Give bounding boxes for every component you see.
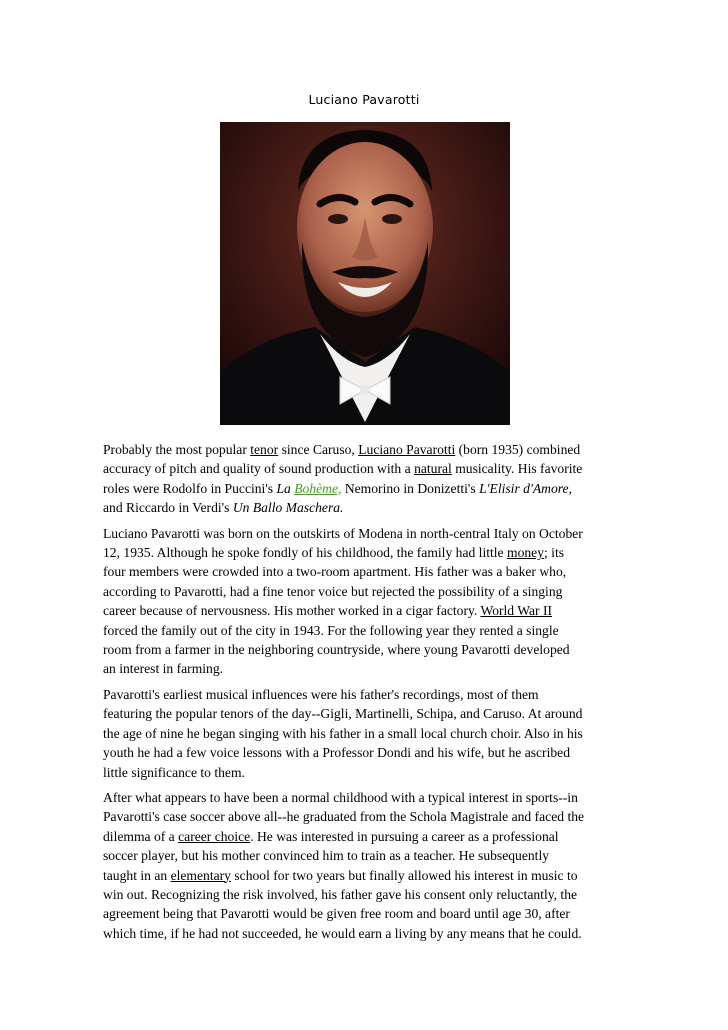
text-run: according to Pavarotti, had a fine tenor voice but rejected the possibility of a singing bbox=[103, 583, 563, 599]
text-run: four members were crowded into a two-room apartment. His father was a baker who, bbox=[103, 564, 567, 580]
inline-link[interactable]: Luciano Pavarotti bbox=[358, 442, 456, 457]
portrait-image bbox=[220, 122, 510, 425]
text-line bbox=[103, 659, 625, 678]
text-run: roles were Rodolfo in Puccini's bbox=[103, 480, 277, 496]
text-run: Luciano Pavarotti was born on the outskirts of Modena in north-central Italy on October bbox=[103, 525, 583, 541]
text-run: dilemma of a bbox=[103, 828, 179, 844]
text-line bbox=[103, 924, 625, 943]
inline-link[interactable]: elementary bbox=[170, 867, 231, 883]
paragraph bbox=[103, 788, 625, 943]
text-run: Nemorino in Donizetti's bbox=[341, 480, 480, 496]
inline-link[interactable]: natural bbox=[414, 461, 452, 477]
text-line bbox=[103, 601, 625, 620]
text-line bbox=[103, 524, 625, 543]
text-run: featuring the popular tenors of the day--Gigli, Martinelli, Schipa, and Caruso. At around bbox=[103, 706, 583, 722]
text-run: which time, if he had not succeeded, he would earn a living by any means that he could. bbox=[103, 925, 582, 941]
text-run: ; its bbox=[544, 545, 565, 561]
text-line bbox=[103, 582, 625, 601]
text-run: the age of nine he began singing with his father in a small local church choir. Also in his bbox=[103, 725, 583, 741]
text-line bbox=[103, 846, 625, 865]
text-run: school for two years but finally allowed his interest in music to bbox=[230, 867, 578, 883]
text-line bbox=[103, 621, 625, 640]
text-run: forced the family out of the city in 1943. For the following year they rented a single bbox=[103, 622, 559, 638]
text-run: taught in an bbox=[103, 867, 171, 883]
inline-link[interactable]: Bohème, bbox=[294, 480, 342, 496]
text-run: soccer player, but his mother convinced him to train as a teacher. He subsequently bbox=[103, 848, 550, 864]
text-line bbox=[103, 498, 625, 517]
text-line bbox=[103, 763, 625, 782]
text-line bbox=[103, 562, 625, 581]
text-run: musicality. His favorite bbox=[451, 461, 583, 477]
inline-link[interactable]: World War II bbox=[480, 603, 552, 619]
text-run: youth he had a few voice lessons with a Professor Dondi and his wife, but he ascribed bbox=[103, 745, 570, 761]
text-line bbox=[103, 704, 625, 723]
text-run: Pavarotti's case soccer above all--he graduated from the Schola Magistrale and faced the bbox=[103, 809, 585, 825]
paragraph bbox=[103, 440, 625, 518]
article-body bbox=[103, 440, 625, 949]
italic-text: L'Elisir d'Amore, bbox=[479, 480, 572, 496]
italic-text: Un Ballo Maschera. bbox=[232, 500, 344, 516]
text-line bbox=[103, 724, 625, 743]
text-line bbox=[103, 685, 625, 704]
text-line bbox=[103, 440, 625, 459]
text-run: Probably the most popular bbox=[103, 442, 251, 457]
text-line bbox=[103, 543, 625, 562]
text-run: . He was interested in pursuing a career as a professional bbox=[250, 828, 559, 844]
text-run: career because of nervousness. His mother worked in a cigar factory. bbox=[103, 603, 481, 619]
portrait-photo bbox=[220, 122, 510, 425]
text-run: accuracy of pitch and quality of sound production with a bbox=[103, 461, 415, 477]
text-line bbox=[103, 743, 625, 762]
text-run: and Riccardo in Verdi's bbox=[103, 500, 233, 516]
text-line bbox=[103, 640, 625, 659]
text-run: Pavarotti's earliest musical influences were his father's recordings, most of them bbox=[103, 686, 539, 702]
text-line bbox=[103, 885, 625, 904]
text-run: 12, 1935. Although he spoke fondly of his childhood, the family had little bbox=[103, 545, 507, 561]
text-run: an interest in farming. bbox=[103, 661, 224, 677]
text-run: agreement being that Pavarotti would be given free room and board until age 30, after bbox=[103, 906, 570, 922]
text-run: little significance to them. bbox=[103, 764, 245, 780]
text-run: (born 1935) combined bbox=[455, 442, 581, 457]
paragraph bbox=[103, 685, 625, 782]
text-run: win out. Recognizing the risk involved, his father gave his consent only reluctantly, the bbox=[103, 886, 578, 902]
text-line bbox=[103, 788, 625, 807]
text-line bbox=[103, 904, 625, 923]
text-line bbox=[103, 459, 625, 478]
text-run: room from a farmer in the neighboring countryside, where young Pavarotti developed bbox=[103, 642, 570, 658]
inline-link[interactable]: tenor bbox=[250, 442, 279, 457]
page-title: Luciano Pavarotti bbox=[308, 92, 420, 107]
paragraph bbox=[103, 524, 625, 679]
text-line bbox=[103, 866, 625, 885]
italic-text: La bbox=[276, 480, 295, 496]
inline-link[interactable]: career choice bbox=[178, 828, 251, 844]
text-line bbox=[103, 827, 625, 846]
text-run: since Caruso, bbox=[278, 442, 359, 457]
inline-link[interactable]: money bbox=[507, 545, 544, 561]
text-run: After what appears to have been a normal childhood with a typical interest in sports--in bbox=[103, 789, 578, 805]
text-line bbox=[103, 807, 625, 826]
text-line bbox=[103, 479, 625, 498]
